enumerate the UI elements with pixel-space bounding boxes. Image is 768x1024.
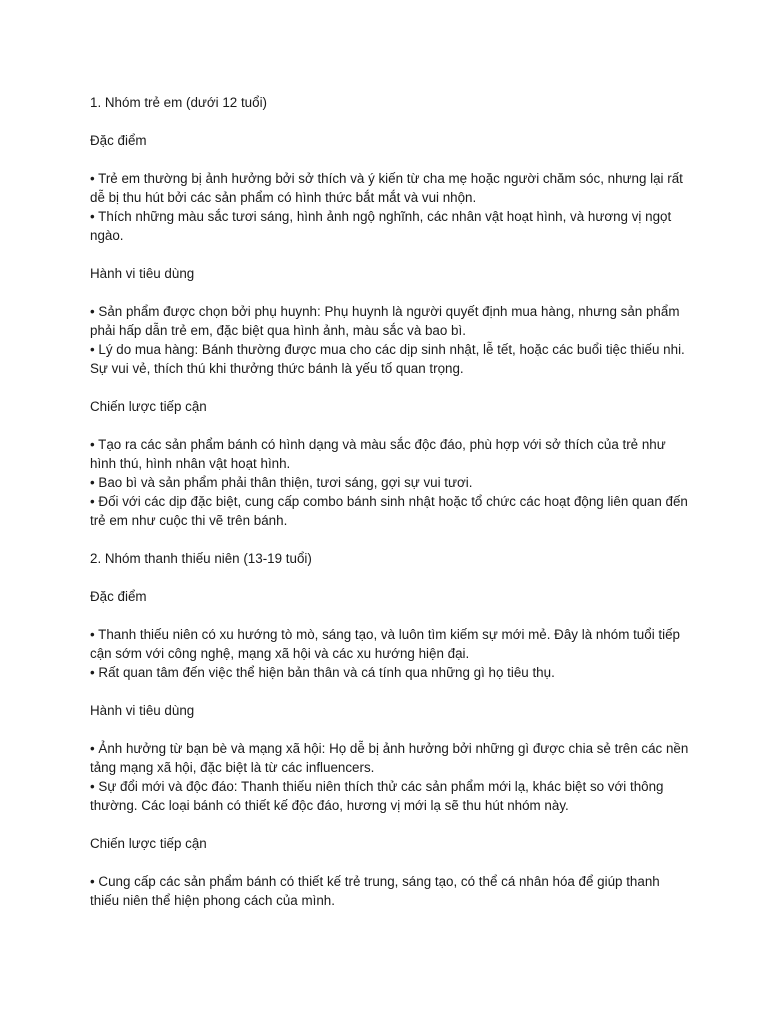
list-item: • Tạo ra các sản phẩm bánh có hình dạng và màu sắc độc đáo, phù hợp với sở thích của trẻ như hình thú, hình nhân vật hoạt hình. (90, 437, 666, 471)
list-item: • Đối với các dịp đặc biệt, cung cấp combo bánh sinh nhật hoặc tổ chức các hoạt động liên quan đến trẻ em như cuộc thi vẽ trên bánh. (90, 494, 688, 528)
list-item: • Cung cấp các sản phẩm bánh có thiết kế trẻ trung, sáng tạo, có thể cá nhân hóa để giúp thanh thiếu niên thể hiện phong cách của mình. (90, 874, 660, 908)
features-list-teens (90, 625, 690, 682)
behavior-heading-teens: Hành vi tiêu dùng (90, 703, 195, 718)
document-body (90, 93, 690, 929)
list-item: • Bao bì và sản phẩm phải thân thiện, tươi sáng, gợi sự vui tươi. (90, 475, 473, 490)
strategy-heading-children: Chiến lược tiếp cận (90, 399, 207, 414)
features-heading-teens: Đặc điểm (90, 589, 147, 604)
list-item: • Sản phẩm được chọn bởi phụ huynh: Phụ huynh là người quyết định mua hàng, nhưng sản phẩm phải hấp dẫn trẻ em, đặc biệt qua hình ảnh, màu sắc và bao bì. (90, 304, 680, 338)
strategy-list-children (90, 435, 690, 530)
list-item: • Thích những màu sắc tươi sáng, hình ảnh ngộ nghĩnh, các nhân vật hoạt hình, và hương vị ngọt ngào. (90, 209, 672, 243)
features-heading-children: Đặc điểm (90, 133, 147, 148)
strategy-list-teens (90, 872, 690, 910)
list-item: • Ảnh hưởng từ bạn bè và mạng xã hội: Họ dễ bị ảnh hưởng bởi những gì được chia sẻ trên các nền tảng mạng xã hội, đặc biệt là từ các influencers. (90, 741, 689, 775)
list-item: • Lý do mua hàng: Bánh thường được mua cho các dịp sinh nhật, lễ tết, hoặc các buổi tiệc thiếu nhi. Sự vui vẻ, thích thú khi thưởng thức bánh là yếu tố quan trọng. (90, 342, 685, 376)
behavior-heading-children: Hành vi tiêu dùng (90, 266, 195, 281)
features-list-children (90, 169, 690, 245)
behavior-list-children (90, 302, 690, 378)
list-item: • Rất quan tâm đến việc thể hiện bản thân và cá tính qua những gì họ tiêu thụ. (90, 665, 555, 680)
section-title-teens: 2. Nhóm thanh thiếu niên (13-19 tuổi) (90, 551, 312, 566)
behavior-list-teens (90, 739, 690, 815)
list-item: • Trẻ em thường bị ảnh hưởng bởi sở thích và ý kiến từ cha mẹ hoặc người chăm sóc, nhưng lại rất dễ bị thu hút bởi các sản phẩm có hình thức bắt mắt và vui nhộn. (90, 171, 683, 205)
list-item: • Thanh thiếu niên có xu hướng tò mò, sáng tạo, và luôn tìm kiếm sự mới mẻ. Đây là nhóm tuổi tiếp cận sớm với công nghệ, mạng xã hội và các xu hướng hiện đại. (90, 627, 680, 661)
section-title-children: 1. Nhóm trẻ em (dưới 12 tuổi) (90, 95, 268, 110)
list-item: • Sự đổi mới và độc đáo: Thanh thiếu niên thích thử các sản phẩm mới lạ, khác biệt so với thông thường. Các loại bánh có thiết kế độc đáo, hương vị mới lạ sẽ thu hút nhóm này. (90, 779, 664, 813)
strategy-heading-teens: Chiến lược tiếp cận (90, 836, 207, 851)
